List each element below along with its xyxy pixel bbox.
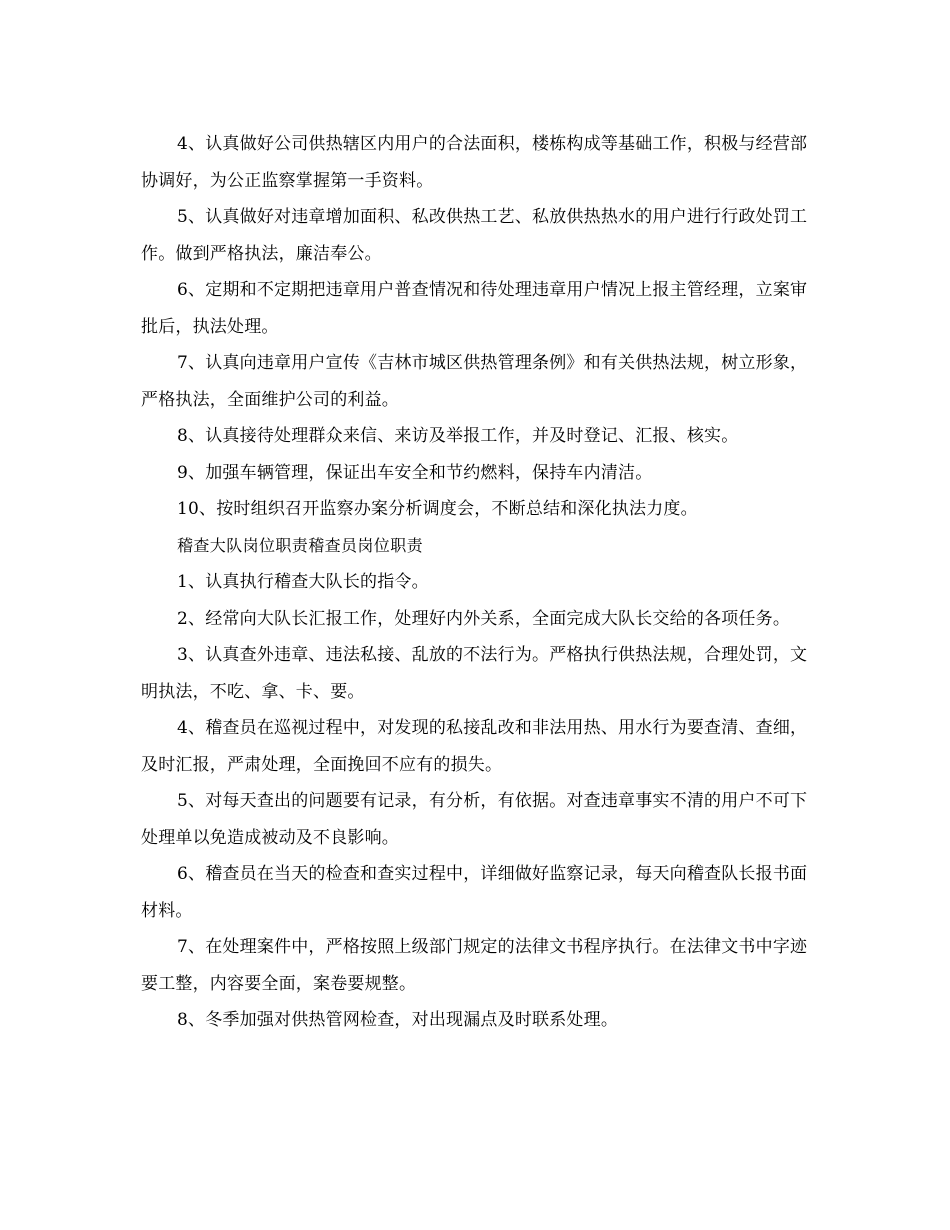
paragraph-inspector-duty-1: 1、认真执行稽查大队长的指令。: [177, 572, 429, 592]
paragraph-inspector-duty-4: 4、稽查员在巡视过程中，对发现的私接乱改和非法用热、用水行为要查清、查细，及时汇报，严肃处理，全面挽回不应有的损失。: [141, 718, 808, 775]
paragraph-duty-4: 4、认真做好公司供热辖区内用户的合法面积，楼栋构成等基础工作，积极与经营部协调好，为公正监察掌握第一手资料。: [141, 134, 808, 191]
paragraph-duty-5: 5、认真做好对违章增加面积、私改供热工艺、私放供热热水的用户进行行政处罚工作。做到严格执法，廉洁奉公。: [141, 207, 808, 264]
paragraph-duty-6: 6、定期和不定期把违章用户普查情况和待处理违章用户情况上报主管经理，立案审批后，执法处理。: [141, 280, 808, 337]
paragraph-duty-9: 9、加强车辆管理，保证出车安全和节约燃料，保持车内清洁。: [177, 462, 653, 483]
paragraph-duty-7: 7、认真向违章用户宣传《吉林市城区供热管理条例》和有关供热法规，树立形象，严格执法，全面维护公司的利益。: [141, 353, 808, 410]
paragraph-inspector-duty-5: 5、对每天查出的问题要有记录，有分析，有依据。对查违章事实不清的用户不可下处理单以免造成被动及不良影响。: [141, 791, 808, 848]
section-heading: 稽查大队岗位职责稽查员岗位职责: [177, 535, 424, 555]
paragraph-duty-10: 10、按时组织召开监察办案分析调度会，不断总结和深化执法力度。: [177, 499, 698, 519]
paragraph-inspector-duty-3: 3、认真查外违章、违法私接、乱放的不法行为。严格执行供热法规，合理处罚，文明执法，不吃、拿、卡、要。: [141, 645, 808, 702]
paragraph-inspector-duty-8: 8、冬季加强对供热管网检查，对出现漏点及时联系处理。: [177, 1010, 619, 1030]
paragraph-inspector-duty-6: 6、稽查员在当天的检查和查实过程中，详细做好监察记录，每天向稽查队长报书面材料。: [141, 864, 808, 921]
document-body: [141, 126, 811, 1039]
paragraph-duty-8: 8、认真接待处理群众来信、来访及举报工作，并及时登记、汇报、核实。: [177, 426, 739, 446]
paragraph-inspector-duty-7: 7、在处理案件中，严格按照上级部门规定的法律文书程序执行。在法律文书中字迹要工整，内容要全面，案卷要规整。: [141, 937, 808, 994]
paragraph-inspector-duty-2: 2、经常向大队长汇报工作，处理好内外关系，全面完成大队长交给的各项任务。: [177, 608, 791, 629]
